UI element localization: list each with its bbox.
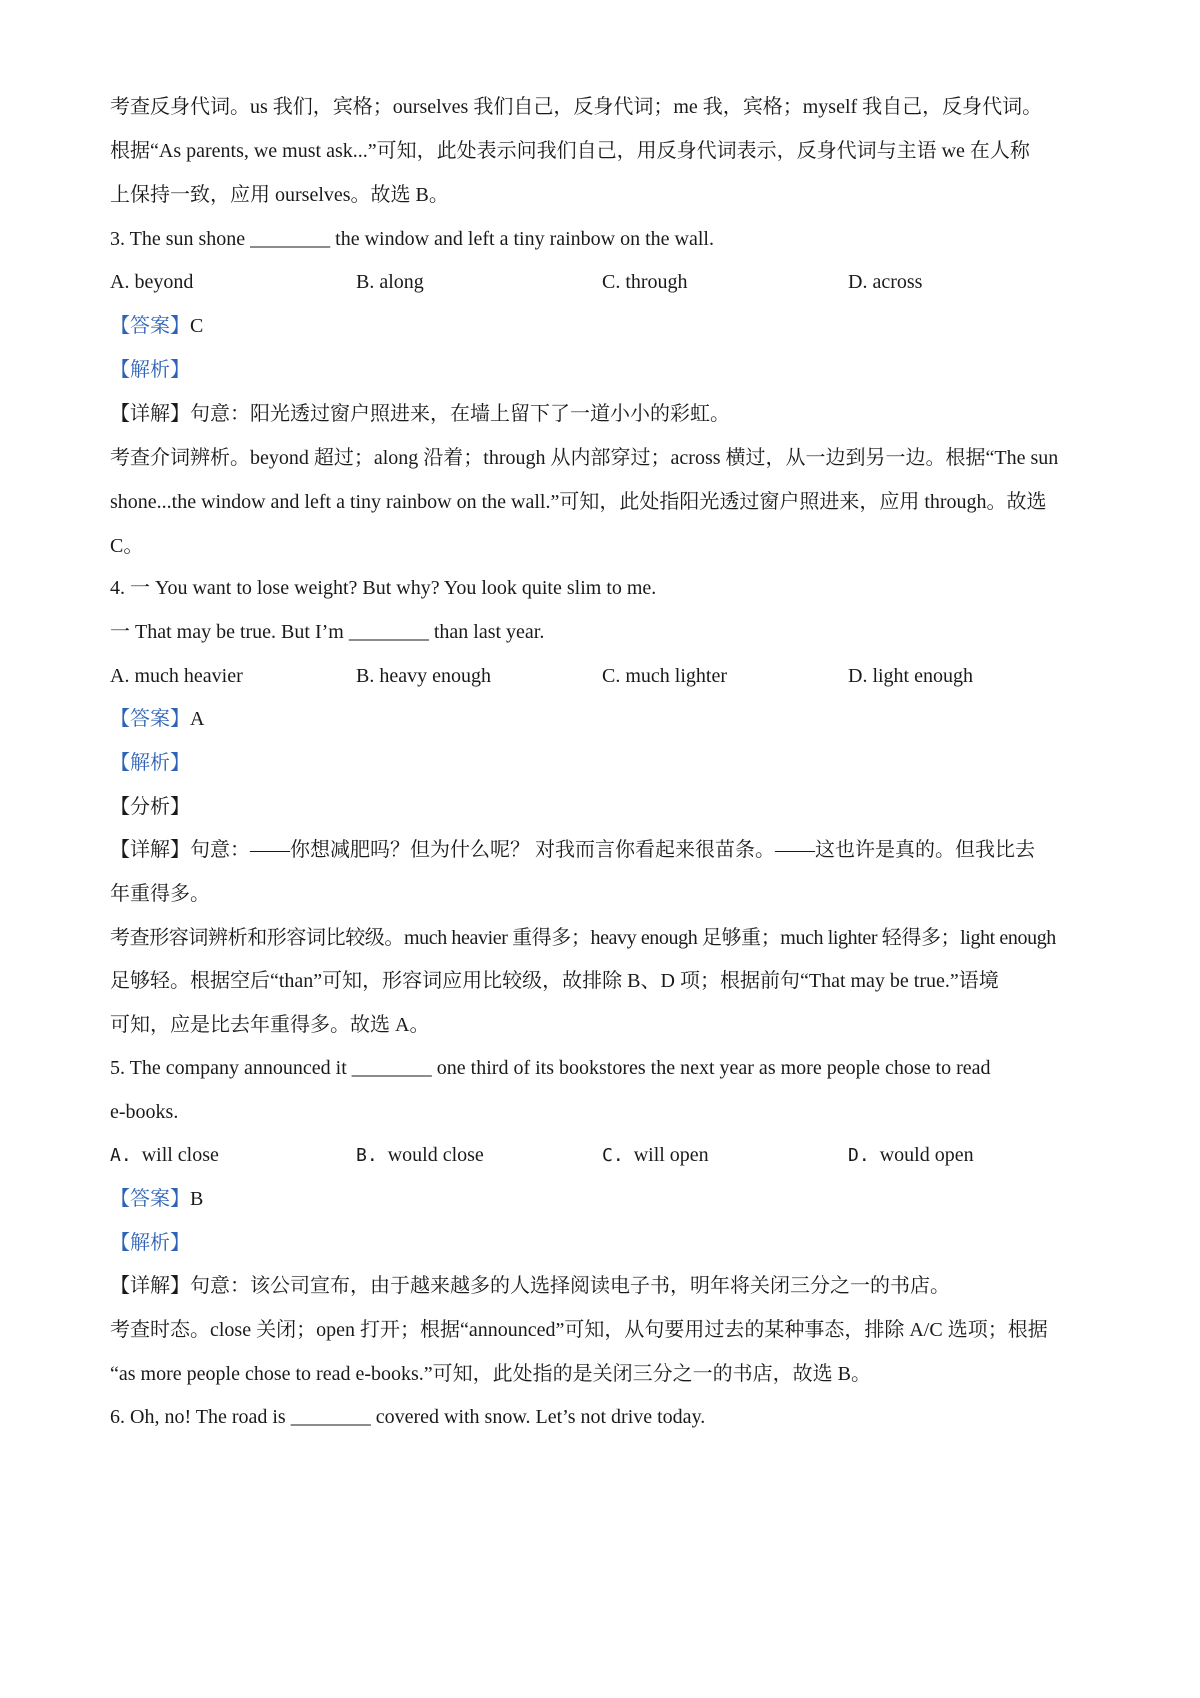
q4-explain-line-3: 可知，应是比去年重得多。故选 A。 [110,1014,430,1036]
q2-explain-line-3: 上保持一致，应用 ourselves。故选 B。 [110,184,449,206]
answer-value: B [190,1188,204,1210]
option-text: would close [387,1144,484,1166]
q5-detail: 【详解】句意：该公司宣布，由于越来越多的人选择阅读电子书，明年将关闭三分之一的书店。 [110,1275,950,1297]
q3-explain-line-3: C。 [110,535,144,557]
q2-explain-line-2: 根据“As parents, we must ask...”可知，此处表示问我们自己，用反身代词表示，反身代词与主语 we 在人称 [110,140,1030,162]
q3-explain-line-2: shone...the window and left a tiny rainbow on the wall.”可知，此处指阳光透过窗户照进来，应用 through。故选 [110,491,1047,513]
q5-explain-line-1: 考查时态。close 关闭；open 打开；根据“announced”可知，从句要用过去的某种事态，排除 A/C 选项；根据 [110,1319,1048,1341]
q4-stem-line-2: 一 That may be true. But I’m ________ than last year. [110,621,545,643]
q4-detail-line-2: 年重得多。 [110,883,210,905]
option-letter: B. [356,1145,378,1166]
q5-answer [110,1187,203,1211]
q3-analysis-label: 【解析】 [110,359,190,381]
q5-analysis-label: 【解析】 [110,1232,190,1254]
option-text: will open [633,1144,709,1166]
q3-option-d: D. across [848,271,923,293]
q4-explain-line-1: 考查形容词辨析和形容词比较级。much heavier 重得多；heavy enough 足够重；much lighter 轻得多；light enough [110,927,1056,949]
option-letter: D. [848,1145,870,1166]
q4-analysis-label: 【解析】 [110,752,190,774]
q3-stem: 3. The sun shone ________ the window and left a tiny rainbow on the wall. [110,228,714,250]
q5-option-b [356,1143,484,1168]
q4-stem-line-1: 4. 一 You want to lose weight? But why? You look quite slim to me. [110,577,657,599]
q4-answer [110,707,204,731]
answer-label: 【答案】 [110,1188,190,1210]
q5-explain-line-2: “as more people chose to read e-books.”可知，此处指的是关闭三分之一的书店，故选 B。 [110,1363,871,1385]
q5-stem-line-2: e-books. [110,1101,179,1123]
q5-option-c [602,1143,709,1168]
option-text: will close [141,1144,219,1166]
q5-option-a [110,1143,219,1168]
answer-value: A [190,708,205,730]
q2-explain-line-1: 考查反身代词。us 我们，宾格；ourselves 我们自己，反身代词；me 我，宾格；myself 我自己，反身代词。 [110,96,1043,118]
answer-label: 【答案】 [110,315,190,337]
q4-option-c: C. much lighter [602,665,727,687]
option-letter: C. [602,1145,624,1166]
q4-option-b: B. heavy enough [356,665,491,687]
q6-stem: 6. Oh, no! The road is ________ covered with snow. Let’s not drive today. [110,1406,706,1428]
q3-option-a: A. beyond [110,271,194,293]
q5-option-d [848,1143,974,1168]
option-text: would open [879,1144,974,1166]
q4-option-a: A. much heavier [110,665,243,687]
q5-stem-line-1: 5. The company announced it ________ one third of its bookstores the next year as more people chose to read [110,1057,991,1079]
q3-option-c: C. through [602,271,688,293]
q4-option-d: D. light enough [848,665,973,687]
q3-answer [110,314,203,338]
q4-fenxi-label: 【分析】 [110,796,190,818]
option-letter: A. [110,1145,132,1166]
q3-explain-line-1: 考查介词辨析。beyond 超过；along 沿着；through 从内部穿过；across 横过，从一边到另一边。根据“The sun [110,447,1059,469]
q3-option-b: B. along [356,271,424,293]
answer-value: C [190,315,204,337]
q4-detail-line-1: 【详解】句意：——你想减肥吗？但为什么呢？ 对我而言你看起来很苗条。——这也许是真的。但我比去 [110,839,1035,861]
answer-label: 【答案】 [110,708,190,730]
q3-detail: 【详解】句意：阳光透过窗户照进来，在墙上留下了一道小小的彩虹。 [110,403,730,425]
q4-explain-line-2: 足够轻。根据空后“than”可知，形容词应用比较级，故排除 B、D 项；根据前句“That may be true.”语境 [110,970,999,992]
